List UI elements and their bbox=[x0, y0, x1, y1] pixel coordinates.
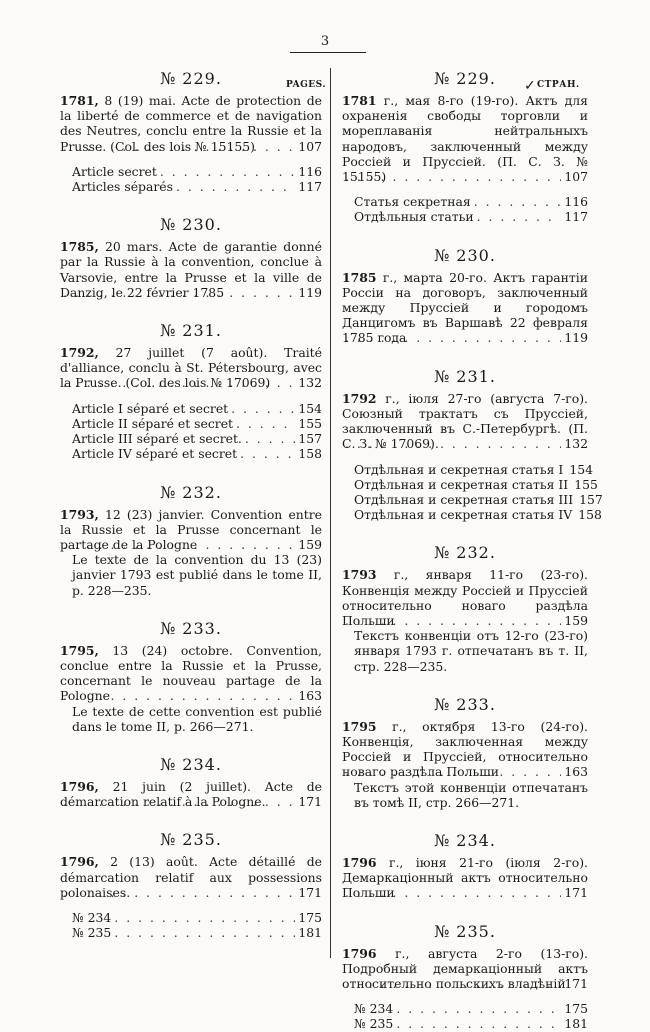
dot-leader bbox=[477, 209, 562, 224]
entry-page-line bbox=[342, 764, 588, 779]
entry-page-line bbox=[342, 169, 588, 184]
sub-entry bbox=[60, 910, 322, 925]
dot-leader bbox=[396, 1001, 561, 1016]
sub-entry-label: Articles séparés bbox=[72, 179, 173, 195]
sub-entry-label: Отдѣльная и секретная статья IV bbox=[354, 507, 573, 523]
entry-page: 159 bbox=[564, 612, 588, 628]
sub-entry bbox=[342, 1016, 588, 1031]
dot-leader bbox=[63, 285, 295, 300]
entry-date: 1792 bbox=[342, 390, 377, 406]
entry-page: 163 bbox=[564, 764, 588, 780]
dot-leader bbox=[63, 794, 295, 809]
entry-date: 1795 bbox=[342, 718, 377, 734]
sub-entry-page: 117 bbox=[298, 179, 322, 195]
dot-leader bbox=[236, 416, 295, 431]
entry-number: № 235. bbox=[434, 921, 496, 941]
entry-page-line bbox=[60, 139, 322, 154]
sub-entry-label: Article III séparé et secret. bbox=[72, 431, 242, 447]
entry-number: № 234. bbox=[434, 830, 496, 850]
dot-leader bbox=[63, 537, 295, 552]
entry-number: № 229. bbox=[434, 69, 496, 88]
sub-entry-label: Отдѣльная и секретная статья I bbox=[354, 461, 564, 477]
sub-entry-label: № 234 bbox=[354, 1001, 394, 1017]
sub-entry-label: Статья секретная bbox=[354, 194, 471, 210]
entry-page: 171 bbox=[298, 884, 322, 900]
entry-date: 1795, bbox=[60, 642, 99, 658]
dot-leader bbox=[345, 330, 561, 345]
dot-leader bbox=[114, 925, 295, 940]
entry-fr bbox=[60, 214, 322, 300]
sub-entry-page: 157 bbox=[579, 491, 603, 507]
entry-page-line bbox=[342, 436, 588, 451]
dot-leader bbox=[345, 613, 561, 628]
sub-entry-label: Отдѣльная и секретная статья II bbox=[354, 476, 569, 492]
dot-leader bbox=[63, 375, 295, 390]
entry-page-line bbox=[60, 285, 322, 300]
entry-fr bbox=[60, 482, 322, 598]
entry-page: 163 bbox=[298, 688, 322, 704]
entry-description: 12 (23) janvier. Convention entre la Russie et la Prusse concernant le partage de la Pologne bbox=[60, 506, 322, 552]
entry-date: 1793, bbox=[60, 506, 99, 522]
dot-leader bbox=[176, 179, 295, 194]
dot-leader bbox=[240, 446, 295, 461]
sub-entry bbox=[342, 476, 598, 492]
sub-entry-label: Article IV séparé et secret bbox=[72, 446, 238, 462]
entry-description: 2 (13) août. Acte détaillé de démarcation relatif aux possessions polonaises. bbox=[60, 854, 322, 900]
entry-date: 1781, bbox=[60, 93, 99, 108]
entry-number: № 233. bbox=[434, 694, 496, 714]
sub-entry bbox=[60, 179, 322, 194]
entry-page-line bbox=[60, 885, 322, 900]
entry-date: 1785 bbox=[342, 269, 377, 285]
entry-number: № 234. bbox=[160, 754, 222, 774]
sub-entry-page: 158 bbox=[298, 446, 322, 462]
entry-number: № 235. bbox=[160, 830, 222, 850]
sub-entry-page: 181 bbox=[298, 925, 322, 941]
sub-entry-page: 181 bbox=[564, 1016, 588, 1032]
entry-description: 21 juin (2 juillet). Acte de démarcation relatif à la Pologne. bbox=[60, 778, 322, 810]
sub-entry bbox=[342, 194, 588, 209]
entry-date: 1796 bbox=[342, 854, 377, 870]
entry-date: 1785, bbox=[60, 239, 99, 255]
entry-ru bbox=[342, 366, 603, 523]
entry-fr bbox=[60, 68, 322, 194]
entry-description: г., іюля 27-го (августа 7-го). Союзный трактатъ съ Пруссіей, заключенный въ С.-Петербургѣ. (П. С. З. № 17069). bbox=[342, 390, 588, 452]
sub-entry-page: 116 bbox=[564, 194, 588, 210]
entry-number: № 230. bbox=[434, 245, 496, 265]
entry-page: 171 bbox=[298, 794, 322, 810]
column-divider bbox=[330, 68, 331, 958]
entry-ru bbox=[342, 68, 588, 225]
entry-number: № 231. bbox=[434, 366, 496, 386]
dot-leader bbox=[63, 688, 295, 703]
entry-description: г., октября 13-го (24-го). Конвенція, заключенная между Россіей и Пруссіей, относительно новаго раздѣла Польши bbox=[342, 718, 588, 780]
entry-page: 119 bbox=[564, 330, 588, 346]
entry-date: 1796 bbox=[342, 945, 377, 961]
sub-entry bbox=[342, 1001, 588, 1016]
dot-leader bbox=[63, 885, 295, 900]
entry-page-line bbox=[60, 688, 322, 703]
entry-description: 27 juillet (7 août). Traité d'alliance, conclu à St. Pétersbourg, avec la Prusse. (Col. des lois № 17069) bbox=[60, 345, 322, 391]
entry-page-line bbox=[342, 885, 588, 900]
sub-entry-page: 154 bbox=[569, 461, 593, 477]
entry-page: 119 bbox=[298, 284, 322, 300]
dot-leader bbox=[345, 169, 561, 184]
check-mark-icon: ✓ bbox=[524, 78, 536, 94]
sub-entry-label: Отдѣльная и секретная статья III bbox=[354, 491, 574, 507]
sub-entry-page: 116 bbox=[298, 163, 322, 179]
entry-page-line bbox=[342, 976, 588, 991]
entry-page: 107 bbox=[298, 138, 322, 154]
sub-entry-page: 154 bbox=[298, 400, 322, 416]
entry-description: г., марта 20-го. Актъ гарантіи Россіи на договоръ, заключенный между Пруссіей и городомъ Данцигомъ въ Варшавѣ 22 февраля 1785 года bbox=[342, 269, 588, 346]
header-rule bbox=[290, 52, 366, 53]
entry-number: № 233. bbox=[160, 618, 222, 638]
sub-entry-page: 155 bbox=[574, 476, 598, 492]
entry-description: г., августа 2-го (13-го). Подробный демаркаціонный актъ относительно польскихъ владѣній bbox=[342, 945, 588, 992]
sub-entry bbox=[60, 416, 322, 431]
french-column bbox=[60, 68, 322, 940]
sub-entry-page: 157 bbox=[298, 431, 322, 447]
sub-entry bbox=[60, 164, 322, 179]
entry-date: 1796, bbox=[60, 778, 99, 794]
entry-ru bbox=[342, 830, 588, 901]
entry-note: Le texte de cette convention est publié dans le tome II, p. 266—271. bbox=[72, 703, 322, 734]
pages-label-fr: PAGES. bbox=[286, 80, 326, 90]
entry-fr bbox=[60, 829, 322, 940]
dot-leader bbox=[231, 401, 295, 416]
entry-note: Текстъ конвенціи отъ 12-го (23-го) января 1793 г. отпечатанъ въ т. II, стр. 228—235. bbox=[354, 628, 588, 674]
sub-entry-label: Article secret bbox=[72, 163, 157, 179]
dot-leader bbox=[345, 436, 561, 451]
entry-fr bbox=[60, 618, 322, 734]
sub-entry bbox=[60, 401, 322, 416]
sub-entry-page: 158 bbox=[578, 507, 602, 523]
entry-description: г., мая 8-го (19-го). Актъ для охраненія свободы торговли и мореплаванія нейтральныхъ народовъ, заключенный между Россіей и Пруссіей. (П. С. З. № 15155) bbox=[342, 93, 588, 185]
entry-date: 1792, bbox=[60, 345, 99, 361]
entry-page-line bbox=[60, 537, 322, 552]
dot-leader bbox=[345, 885, 561, 900]
sub-entry-label: № 235 bbox=[354, 1016, 394, 1032]
sub-entry bbox=[342, 461, 593, 477]
entry-page-line bbox=[60, 794, 322, 809]
entry-date: 1793 bbox=[342, 567, 377, 583]
entry-number: № 229. bbox=[160, 69, 222, 88]
entry-page: 107 bbox=[564, 169, 588, 185]
entry-page-line bbox=[342, 613, 588, 628]
entry-date: 1796, bbox=[60, 854, 99, 870]
entry-page-line bbox=[60, 375, 322, 390]
sub-entry-label: Article I séparé et secret bbox=[72, 400, 229, 416]
dot-leader bbox=[160, 164, 295, 179]
entry-date: 1781 bbox=[342, 93, 377, 108]
sub-entry-label: Article II séparé et secret bbox=[72, 415, 234, 431]
dot-leader bbox=[345, 764, 561, 779]
sub-entry-label: № 234 bbox=[72, 910, 112, 926]
sub-entry bbox=[342, 209, 588, 224]
entry-description: 8 (19) mai. Acte de protection de la liberté de commerce et de navigation des Neutres, conclu entre la Russie et la Prusse. (Col. des lois № 15155) bbox=[60, 93, 322, 154]
entry-description: 20 mars. Acte de garantie donné par la Russie à la convention, conclue à Varsovie, entre la Prusse et la ville de Danzig, le 22 février 1785 bbox=[60, 239, 322, 300]
entry-ru bbox=[342, 694, 588, 810]
sub-entry bbox=[60, 431, 322, 446]
dot-leader bbox=[345, 976, 561, 991]
sub-entry-label: № 235 bbox=[72, 925, 112, 941]
dot-leader bbox=[396, 1016, 561, 1031]
entry-page: 171 bbox=[564, 885, 588, 901]
entry-number: № 232. bbox=[434, 543, 496, 563]
entry-page: 132 bbox=[564, 436, 588, 452]
sub-entry-label: Отдѣльныя статьи bbox=[354, 209, 474, 225]
dot-leader bbox=[245, 431, 295, 446]
russian-column bbox=[342, 68, 603, 1032]
entry-fr bbox=[60, 320, 322, 461]
entry-page: 159 bbox=[298, 536, 322, 552]
sub-entry-page: 117 bbox=[564, 209, 588, 225]
entry-description: г., января 11-го (23-го). Конвенція между Россіей и Пруссіей относительно новаго раздѣла Польши bbox=[342, 567, 588, 628]
entry-description: 13 (24) octobre. Convention, conclue entre la Russie et la Prusse, concernant le nouveau partage de la Pologne bbox=[60, 642, 322, 704]
sub-entry-page: 175 bbox=[298, 910, 322, 926]
pages-label-ru: СТРАН. bbox=[537, 80, 580, 90]
sub-entry bbox=[60, 925, 322, 940]
entry-ru bbox=[342, 921, 588, 1032]
entry-ru bbox=[342, 542, 588, 673]
entry-page-line bbox=[342, 330, 588, 345]
sub-entry-page: 155 bbox=[298, 415, 322, 431]
sub-entry-page: 175 bbox=[564, 1001, 588, 1017]
dot-leader bbox=[474, 194, 562, 209]
entry-ru bbox=[342, 245, 588, 346]
dot-leader bbox=[63, 139, 295, 154]
dot-leader bbox=[114, 910, 295, 925]
entry-page: 171 bbox=[564, 976, 588, 992]
entry-number: № 230. bbox=[160, 215, 222, 235]
sub-entry bbox=[342, 507, 602, 523]
entry-note: Текстъ этой конвенціи отпечатанъ въ томѣ II, стр. 266—271. bbox=[354, 779, 588, 810]
entry-number: № 231. bbox=[160, 321, 222, 341]
entry-description: г., іюня 21-го (іюля 2-го). Демаркаціонный актъ относительно Польши bbox=[342, 854, 588, 901]
page-number: 3 bbox=[320, 34, 330, 49]
sub-entry bbox=[342, 491, 603, 507]
entry-fr bbox=[60, 754, 322, 809]
sub-entry bbox=[60, 446, 322, 461]
entry-page: 132 bbox=[298, 375, 322, 391]
entry-note: Le texte de la convention du 13 (23) janvier 1793 est publié dans le tome II, p. 228—235. bbox=[72, 552, 322, 598]
entry-number: № 232. bbox=[160, 482, 222, 502]
